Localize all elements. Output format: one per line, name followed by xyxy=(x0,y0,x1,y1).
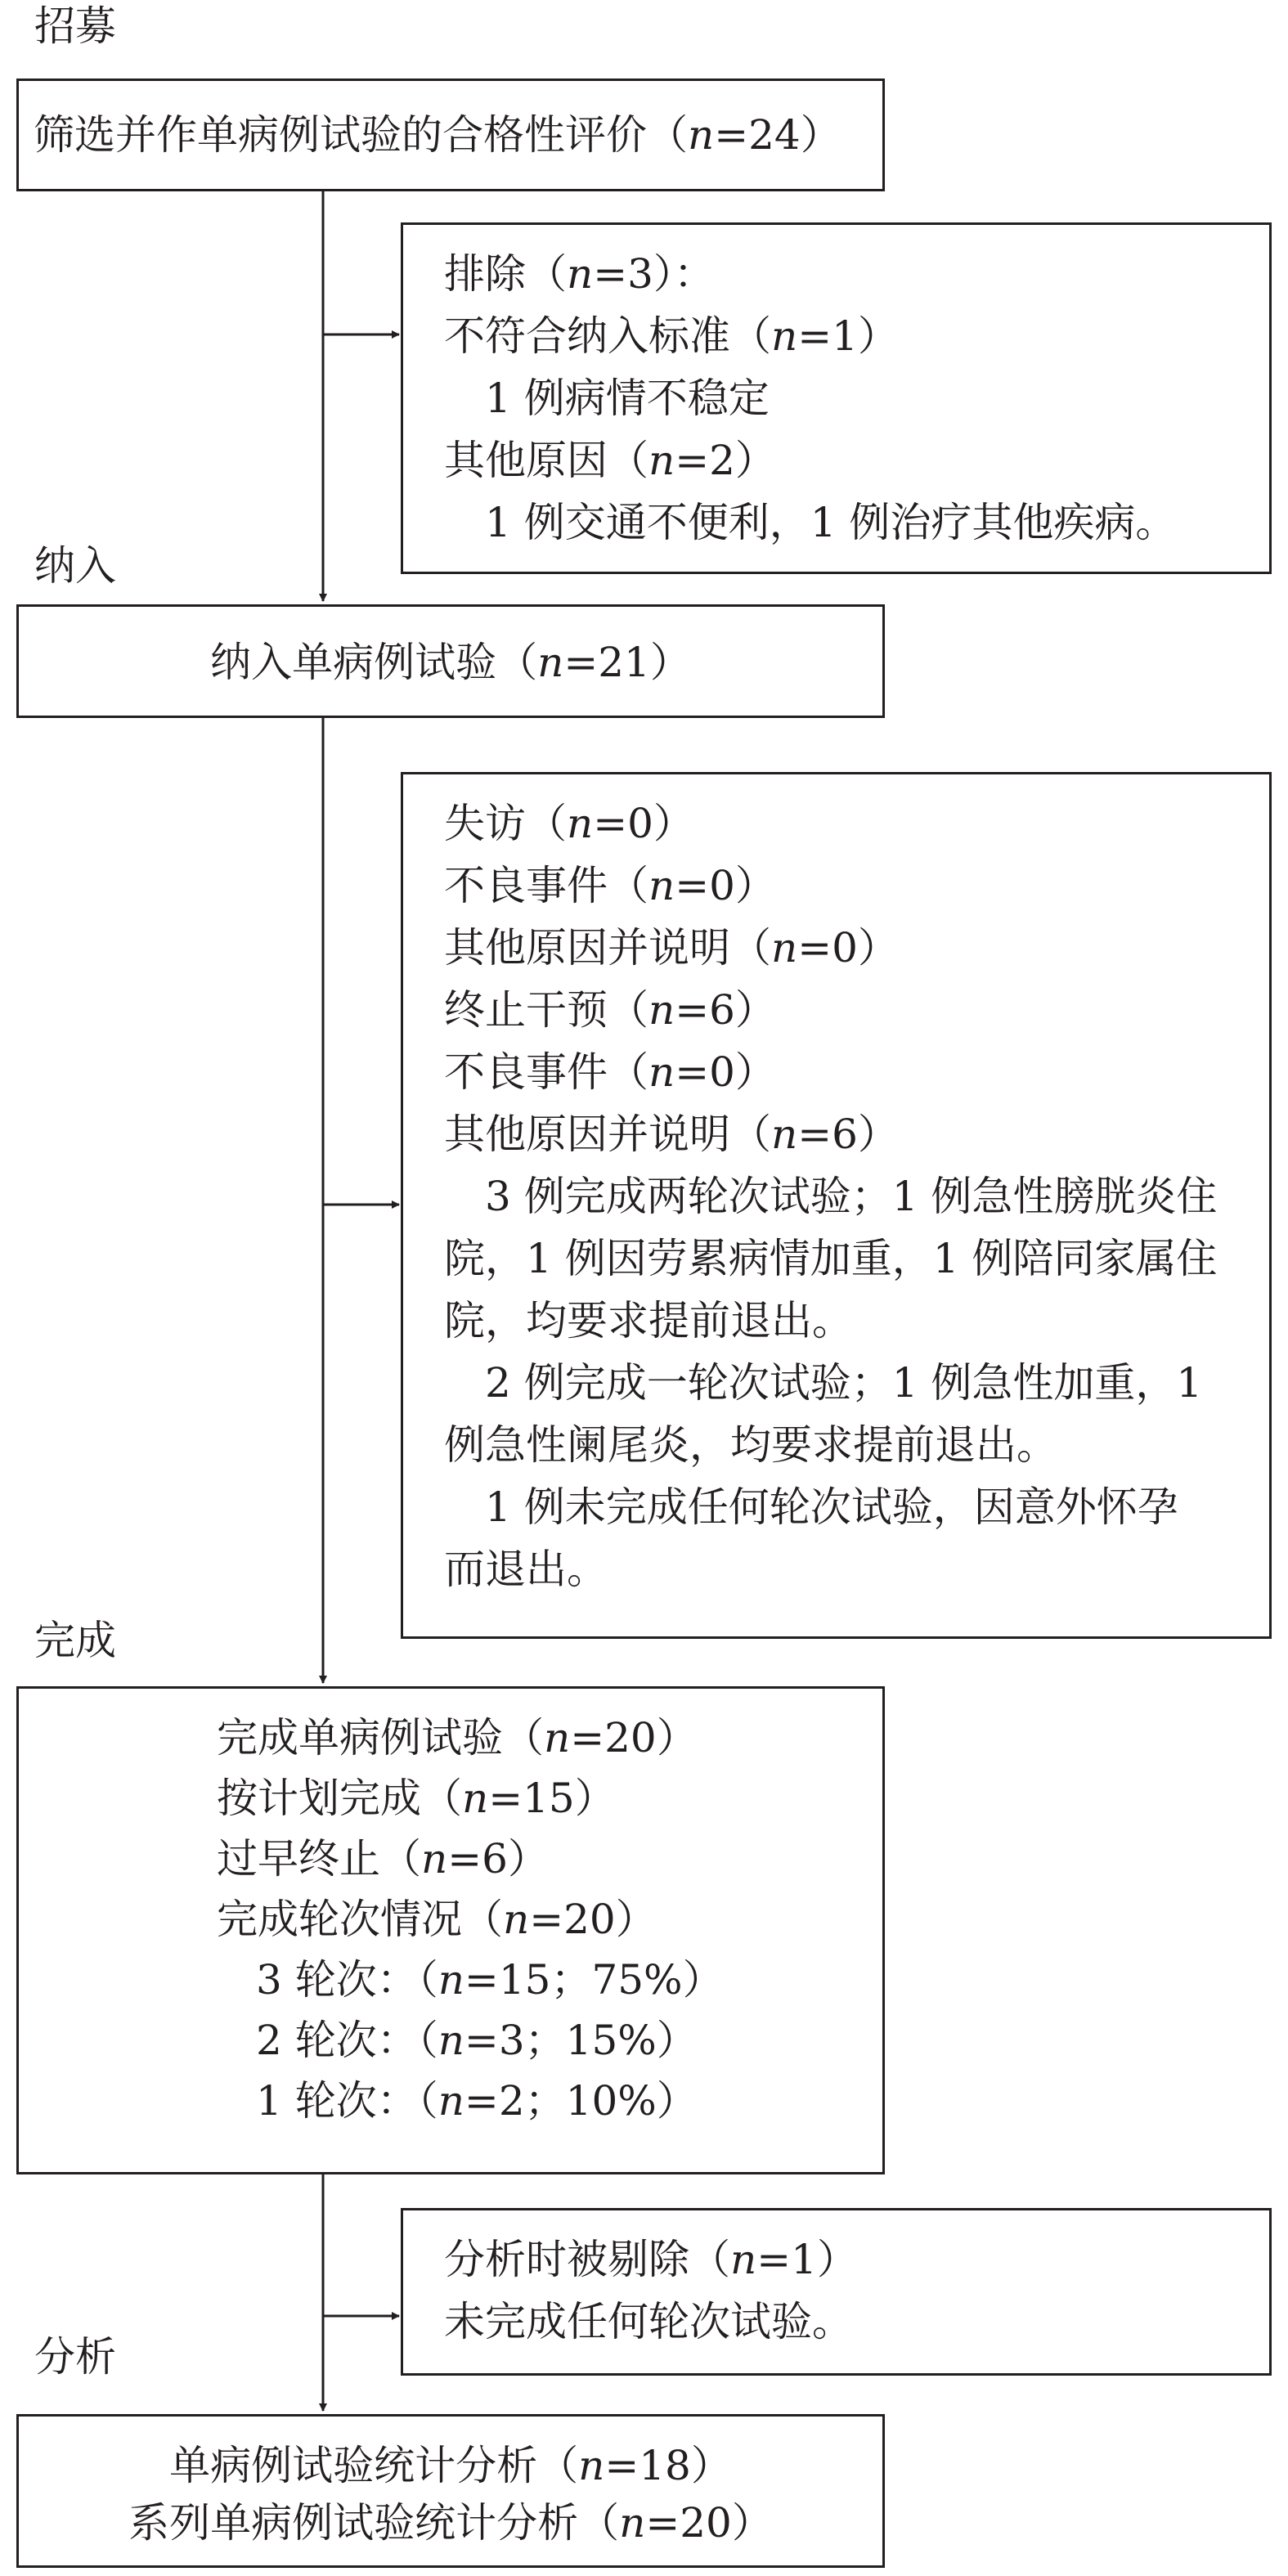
enrolled-box xyxy=(16,604,885,718)
section-label-enroll: 纳入 xyxy=(34,542,116,590)
analyzed-box xyxy=(16,2414,885,2568)
followup-line: 院，均要求提前退出。 xyxy=(444,1297,853,1344)
completed-line: 3 轮次：（n=15；75%） xyxy=(256,1956,724,2004)
analyzed-line: 系列单病例试验统计分析（n=20） xyxy=(128,2499,773,2547)
screening-text: 筛选并作单病例试验的合格性评价（n=24） xyxy=(34,111,841,159)
followup-line: 其他原因并说明（n=6） xyxy=(444,1111,899,1158)
completed-box xyxy=(16,1686,885,2174)
followup-line: 终止干预（n=6） xyxy=(444,986,776,1034)
section-label-recruit: 招募 xyxy=(34,2,116,50)
removed-line: 分析时被剔除（n=1） xyxy=(444,2236,858,2283)
followup-line: 3 例完成两轮次试验；1 例急性膀胱炎住 xyxy=(485,1173,1218,1220)
followup-line: 不良事件（n=0） xyxy=(444,1048,776,1096)
removed-line: 未完成任何轮次试验。 xyxy=(444,2298,853,2345)
excluded-line: 1 例病情不稳定 xyxy=(485,375,770,422)
completed-line: 1 轮次：（n=2；10%） xyxy=(256,2077,698,2125)
followup-line: 失访（n=0） xyxy=(444,800,694,847)
completed-line: 过早终止（n=6） xyxy=(217,1835,549,1883)
excluded-line: 1 例交通不便利，1 例治疗其他疾病。 xyxy=(485,499,1177,546)
enrolled-text: 纳入单病例试验（n=21） xyxy=(210,639,691,686)
completed-line: 完成轮次情况（n=20） xyxy=(217,1896,657,1943)
followup-line: 不良事件（n=0） xyxy=(444,862,776,909)
completed-line: 2 轮次：（n=3；15%） xyxy=(256,2017,698,2064)
followup-line: 2 例完成一轮次试验；1 例急性加重，1 xyxy=(485,1359,1203,1407)
followup-line: 其他原因并说明（n=0） xyxy=(444,924,899,972)
completed-line: 按计划完成（n=15） xyxy=(217,1775,616,1822)
followup-line: 1 例未完成任何轮次试验，因意外怀孕 xyxy=(485,1483,1178,1531)
followup-box xyxy=(401,772,1272,1639)
section-label-complete: 完成 xyxy=(34,1617,116,1664)
screening-box xyxy=(16,79,885,191)
excluded-line: 其他原因（n=2） xyxy=(444,437,776,484)
followup-line: 例急性阑尾炎，均要求提前退出。 xyxy=(444,1421,1057,1469)
removed-box xyxy=(401,2208,1272,2376)
section-label-analysis: 分析 xyxy=(34,2333,116,2381)
followup-line: 院，1 例因劳累病情加重，1 例陪同家属住 xyxy=(444,1235,1218,1282)
completed-line: 完成单病例试验（n=20） xyxy=(217,1714,698,1761)
analyzed-line: 单病例试验统计分析（n=18） xyxy=(169,2442,732,2489)
excluded-line: 排除（n=3）： xyxy=(444,250,715,298)
excluded-box xyxy=(401,222,1272,574)
followup-line: 而退出。 xyxy=(444,1546,608,1593)
excluded-line: 不符合纳入标准（n=1） xyxy=(444,312,899,360)
